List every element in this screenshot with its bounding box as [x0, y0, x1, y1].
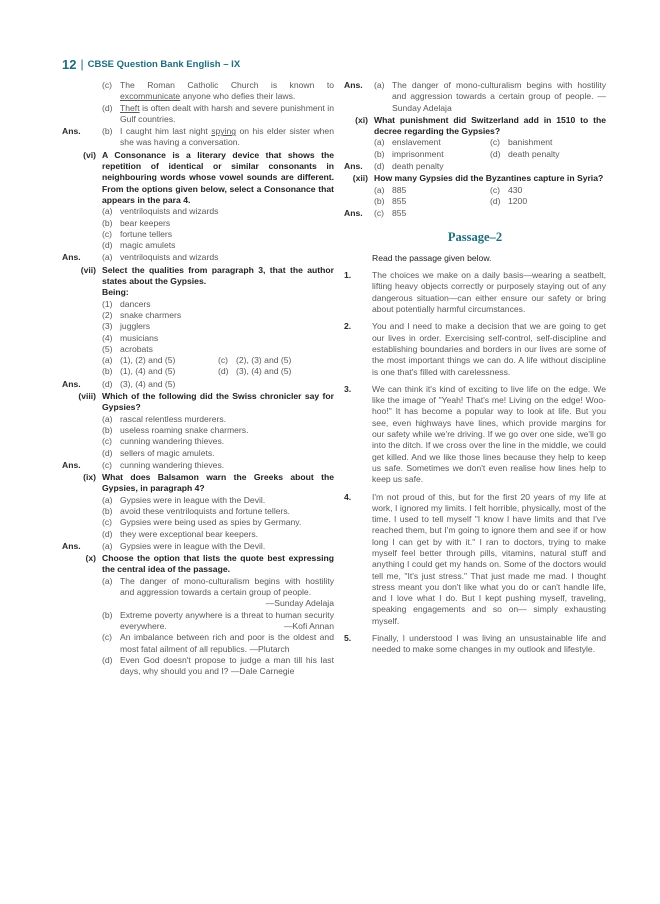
answer-row: Ans. (a) ventriloquists and wizards	[62, 252, 334, 263]
answer-row: Ans. (d) (3), (4) and (5)	[62, 379, 334, 390]
answer-row: Ans. (c) cunning wandering thieves.	[62, 460, 334, 471]
option-text: The danger of mono-culturalism begins with hostility and aggression towards a certain group of people. —Sunday Adelaja	[120, 575, 334, 609]
passage-paragraph: 3. We can think it's kind of exciting to live life on the edge. We like the image of "Yeah! That's me! Living on the edge! Woo-hoo!" It has become a popular way to look at life. But you see, even highways have lines, which provide margins for our safety while we're driving. If we go over one side, we'll go into the ditch. If we cross over the line in the middle, we could get killed. And we like those lines because they help to keep us safe. Sometimes we don't even realise how lines help to keep us safe.	[344, 383, 606, 485]
page-number: 12	[62, 56, 77, 72]
answer-row: Ans. (a) Gypsies were in league with the Devil.	[62, 541, 334, 552]
question-text: Which of the following did the Swiss chronicler say for Gypsies?	[102, 391, 334, 413]
answer-row: Ans. (c) 855	[344, 208, 606, 219]
option-text: Gypsies were in league with the Devil.	[120, 494, 266, 505]
answer-text: I caught him last night spying on his elder sister when she was having a conversation.	[120, 126, 334, 148]
passage-paragraph: 5. Finally, I understood I was living an unsustainable life and needed to make some changes in my outlook and lifestyle.	[344, 633, 606, 655]
option-text: they were exceptional bear keepers.	[120, 528, 259, 539]
option-text: An imbalance between rich and poor is the oldest and most fatal ailment of all republics. —Plutarch	[120, 632, 334, 654]
question-x: (x) Choose the option that lists the quote best expressing the central idea of the passage. (a) The danger of mono-culturalism begins with hostility and aggression towards a certain group of people. —Sunday Adelaja (b) Extreme poverty anywhere is a threat to human security everywhere. —Kofi Annan (c) An imbalance between rich and poor is the oldest and most fatal ailment of all republics. —Plutarch (d) Even God doesn't propose to judge a man till his last days, why should you and I? —Dale Carnegie	[62, 553, 334, 677]
list-item: dancers	[120, 298, 151, 309]
option-text: Theft is often dealt with harsh and severe punishment in Gulf countries.	[120, 102, 334, 124]
list-item: acrobats	[120, 343, 153, 354]
list-item: musicians	[120, 332, 159, 343]
answer-row: Ans. (a) The danger of mono-culturalism begins with hostility and aggression towards a certain group of people. — Sunday Adelaja	[344, 80, 606, 113]
answer-text: The danger of mono-culturalism begins with hostility and aggression towards a certain group of people. — Sunday Adelaja	[392, 80, 606, 113]
option-text: Gypsies were being used as spies by Germany.	[120, 517, 302, 528]
option-text: bear keepers	[120, 217, 171, 228]
book-title: CBSE Question Bank English – IX	[87, 58, 241, 70]
passage-paragraph: 2. You and I need to make a decision that we are going to get our lives in order. Exercising self-control, self-discipline and establishing boundaries and borders in our lives are some of the most important things we can do. A life without discipline is one that's filled with carelessness.	[344, 321, 606, 377]
option-text: rascal relentless murderers.	[120, 413, 227, 424]
option-row	[62, 80, 334, 125]
page-header	[62, 54, 240, 74]
answer-row: Ans. (b) I caught him last night spying on his elder sister when she was having a conversation.	[62, 126, 334, 148]
question-text: How many Gypsies did the Byzantines capture in Syria?	[374, 173, 604, 184]
answer-text: 855	[392, 208, 407, 219]
passage-paragraph: 1. The choices we make on a daily basis—wearing a seatbelt, lifting heavy objects correctly or purposely staying out of any dangerous situation—can either ensure our safety or bring about potentially harmful circumstances.	[344, 270, 606, 315]
option-text: sellers of magic amulets.	[120, 447, 215, 458]
answer-text: death penalty	[392, 161, 444, 172]
answer-text: Gypsies were in league with the Devil.	[120, 540, 266, 551]
passage-intro: Read the passage given below.	[372, 252, 492, 263]
list-item: snake charmers	[120, 309, 182, 320]
question-number: (viii)	[78, 391, 96, 402]
option-text: banishment	[508, 137, 553, 148]
option-text: The Roman Catholic Church is known to excommunicate anyone who defies their laws.	[120, 80, 334, 102]
option-text: 885	[392, 184, 407, 195]
question-text: Choose the option that lists the quote best expressing the central idea of the passage.	[102, 553, 334, 575]
option-text: cunning wandering thieves.	[120, 436, 225, 447]
option-text: Even God doesn't propose to judge a man till his last days, why should you and I? —Dale Carnegie	[120, 654, 334, 677]
option-label: (c)	[102, 80, 113, 90]
left-column	[62, 80, 334, 678]
answer-text: ventriloquists and wizards	[120, 252, 219, 263]
option-text: useless roaming snake charmers.	[120, 424, 249, 435]
option-text: (1), (2) and (5)	[120, 355, 176, 366]
question-vii: (vii) Select the qualities from paragraph 3, that the author states about the Gypsies. Being: (1) dancers (2) snake charmers (3) jugglers (4) musicians (5) acrobats (a) (1), (2) and (5) (c) (2), (3) and (5) (b) (1), (4) and (5) (d) (3), (4) and (5)	[62, 265, 334, 378]
question-text: What punishment did Switzerland add in 1510 to the decree regarding the Gypsies?	[374, 114, 606, 137]
option-text: Extreme poverty anywhere is a threat to human security everywhere. —Kofi Annan	[120, 609, 334, 631]
option-text: 855	[392, 195, 407, 206]
header-separator: |	[80, 57, 84, 71]
option-text: 1200	[508, 195, 528, 206]
option-text: magic amulets	[120, 240, 176, 251]
option-text: 430	[508, 184, 523, 195]
question-viii: (viii) Which of the following did the Swiss chronicler say for Gypsies? (a) rascal relentless murderers. (b) useless roaming snake charmers. (c) cunning wandering thieves. (d) sellers of magic amulets.	[62, 391, 334, 459]
question-xii: (xii) How many Gypsies did the Byzantines capture in Syria? (a) 885 (c) 430 (b) 855 (d) 1200	[344, 173, 606, 207]
question-xi: (xi) What punishment did Switzerland add in 1510 to the decree regarding the Gypsies? (a) enslavement (c) banishment (b) imprisonment (d) death penalty	[344, 115, 606, 160]
passage-paragraph: 4. I'm not proud of this, but for the first 20 years of my life at work, I ignored my limits. I felt horrible, physically, most of the time. I used to tell myself "I know I have limits and that I've reached them, but I'm going to ignore them and see if or how long I can get by with it." I ran to doctors, trying to make myself feel better through pills, vitamins, natural stuff and anything I could get my hands on. Some of the doctors would tell me, "It's just stress." That just made me mad. I thought stress meant you don't like what you do or can't handle life, and I love what I do. But I kept pushing myself, traveling, speaking engagements and so on— simply exhausting myself.	[344, 491, 606, 626]
option-text: death penalty	[508, 148, 560, 159]
question-text: What does Balsamon warn the Greeks about the Gypsies, in paragraph 4?	[102, 472, 334, 494]
question-number: (xii)	[352, 173, 368, 184]
question-number: (xi)	[355, 114, 368, 125]
question-subtext: Being:	[102, 287, 129, 298]
option-text: (3), (4) and (5)	[236, 366, 292, 377]
question-vi: (vi) A Consonance is a literary device that shows the repetition of identical or similar consonants in neighbouring words whose vowel sounds are different. From the options given below, select a Consonance that appears in the para 4. (a) ventriloquists and wizards (b) bear keepers (c) fortune tellers (d) magic amulets	[62, 150, 334, 252]
option-text: fortune tellers	[120, 228, 173, 239]
question-number: (vi)	[83, 149, 96, 160]
option-text: (1), (4) and (5)	[120, 366, 176, 377]
passage-title: Passage–2	[447, 229, 503, 244]
option-text: imprisonment	[392, 148, 444, 159]
option-text: enslavement	[392, 137, 441, 148]
answer-text: (3), (4) and (5)	[120, 378, 176, 389]
list-item: jugglers	[120, 321, 151, 332]
question-number: (vii)	[80, 264, 96, 275]
question-number: (x)	[85, 553, 96, 564]
option-text: avoid these ventriloquists and fortune tellers.	[120, 505, 291, 516]
option-text: (2), (3) and (5)	[236, 355, 292, 366]
answer-row: Ans. (d) death penalty	[344, 161, 606, 172]
answer-label: Ans.	[62, 126, 81, 137]
option-label: (d)	[102, 102, 113, 113]
right-column	[344, 80, 606, 662]
question-ix: (ix) What does Balsamon warn the Greeks about the Gypsies, in paragraph 4? (a) Gypsies were in league with the Devil. (b) avoid these ventriloquists and fortune tellers. (c) Gypsies were being used as spies by Germany. (d) they were exceptional bear keepers.	[62, 472, 334, 540]
option-text: ventriloquists and wizards	[120, 206, 219, 217]
question-number: (ix)	[83, 472, 96, 483]
question-text: Select the qualities from paragraph 3, that the author states about the Gypsies.	[102, 264, 334, 287]
question-text: A Consonance is a literary device that shows the repetition of identical or similar consonants in neighbouring words whose vowel sounds are different. From the options given below, select a Consonance that appears in the para 4.	[102, 149, 334, 205]
answer-text: cunning wandering thieves.	[120, 459, 225, 470]
